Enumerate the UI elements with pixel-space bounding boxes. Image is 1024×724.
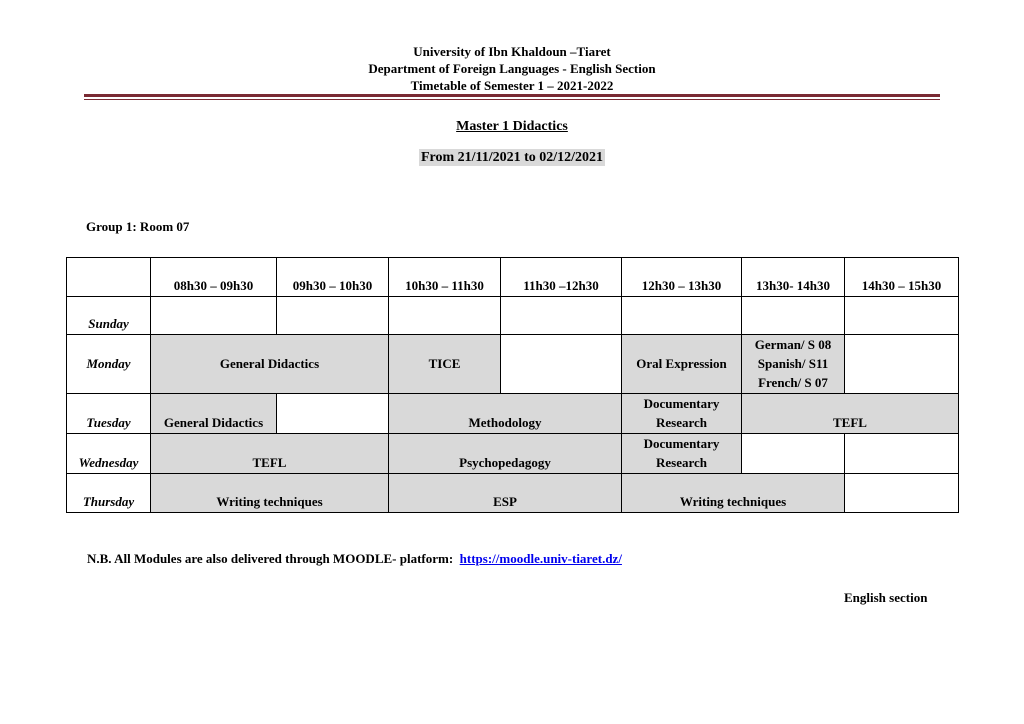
empty-cell	[501, 297, 622, 335]
timetable-title: Timetable of Semester 1 – 2021-2022	[410, 78, 614, 93]
time-slot: 11h30 –12h30	[501, 258, 622, 297]
language-option: German/ S 08	[754, 337, 832, 352]
time-slot: 08h30 – 09h30	[151, 258, 277, 297]
empty-cell	[742, 434, 845, 474]
department-title: Department of Foreign Languages - English Section	[368, 61, 656, 76]
moodle-note	[87, 551, 622, 567]
timetable	[66, 257, 959, 513]
program-heading: Master 1 Didactics	[456, 119, 568, 134]
time-slot: 13h30- 14h30	[742, 258, 845, 297]
course-cell: ESP	[389, 474, 622, 513]
time-slot: 09h30 – 10h30	[277, 258, 389, 297]
moodle-link[interactable]: https://moodle.univ-tiaret.dz/	[459, 551, 622, 566]
table-row	[67, 474, 959, 513]
course-cell	[622, 394, 742, 434]
course-cell: Psychopedagogy	[389, 434, 622, 474]
corner-cell	[67, 258, 151, 297]
course-cell: Methodology	[389, 394, 622, 434]
time-slot: 14h30 – 15h30	[845, 258, 959, 297]
empty-cell	[389, 297, 501, 335]
group-label: Group 1: Room 07	[86, 219, 190, 234]
empty-cell	[277, 394, 389, 434]
footer-signature: English section	[844, 590, 928, 605]
day-label: Monday	[67, 335, 151, 394]
time-slot: 12h30 – 13h30	[622, 258, 742, 297]
day-label: Sunday	[67, 297, 151, 335]
time-slot: 10h30 – 11h30	[389, 258, 501, 297]
course-cell: TEFL	[742, 394, 959, 434]
empty-cell	[151, 297, 277, 335]
empty-cell	[845, 297, 959, 335]
empty-cell	[742, 297, 845, 335]
header-rule-thick	[84, 94, 940, 97]
day-label: Thursday	[67, 474, 151, 513]
empty-cell	[622, 297, 742, 335]
course-line: Documentary	[643, 436, 720, 451]
period-heading: From 21/11/2021 to 02/12/2021	[420, 150, 604, 165]
header-rule-thin	[84, 99, 940, 100]
language-option: French/ S 07	[758, 375, 828, 390]
course-line: Documentary	[643, 396, 720, 411]
course-line: Research	[655, 455, 708, 470]
course-cell: TEFL	[151, 434, 389, 474]
course-cell: TICE	[389, 335, 501, 394]
course-cell: Oral Expression	[622, 335, 742, 394]
note-text: N.B. All Modules are also delivered through MOODLE- platform:	[87, 551, 454, 566]
course-cell: General Didactics	[151, 394, 277, 434]
table-row	[67, 297, 959, 335]
course-cell	[622, 434, 742, 474]
university-title: University of Ibn Khaldoun –Tiaret	[413, 44, 611, 59]
course-line: Research	[655, 415, 708, 430]
language-cell	[742, 335, 845, 394]
empty-cell	[845, 474, 959, 513]
language-option: Spanish/ S11	[757, 356, 829, 371]
table-header-row	[67, 258, 959, 297]
course-cell: Writing techniques	[622, 474, 845, 513]
empty-cell	[845, 434, 959, 474]
course-cell: Writing techniques	[151, 474, 389, 513]
empty-cell	[501, 335, 622, 394]
table-row	[67, 434, 959, 474]
course-cell: General Didactics	[151, 335, 389, 394]
empty-cell	[277, 297, 389, 335]
day-label: Tuesday	[67, 394, 151, 434]
day-label: Wednesday	[67, 434, 151, 474]
table-row	[67, 394, 959, 434]
table-row	[67, 335, 959, 394]
empty-cell	[845, 335, 959, 394]
